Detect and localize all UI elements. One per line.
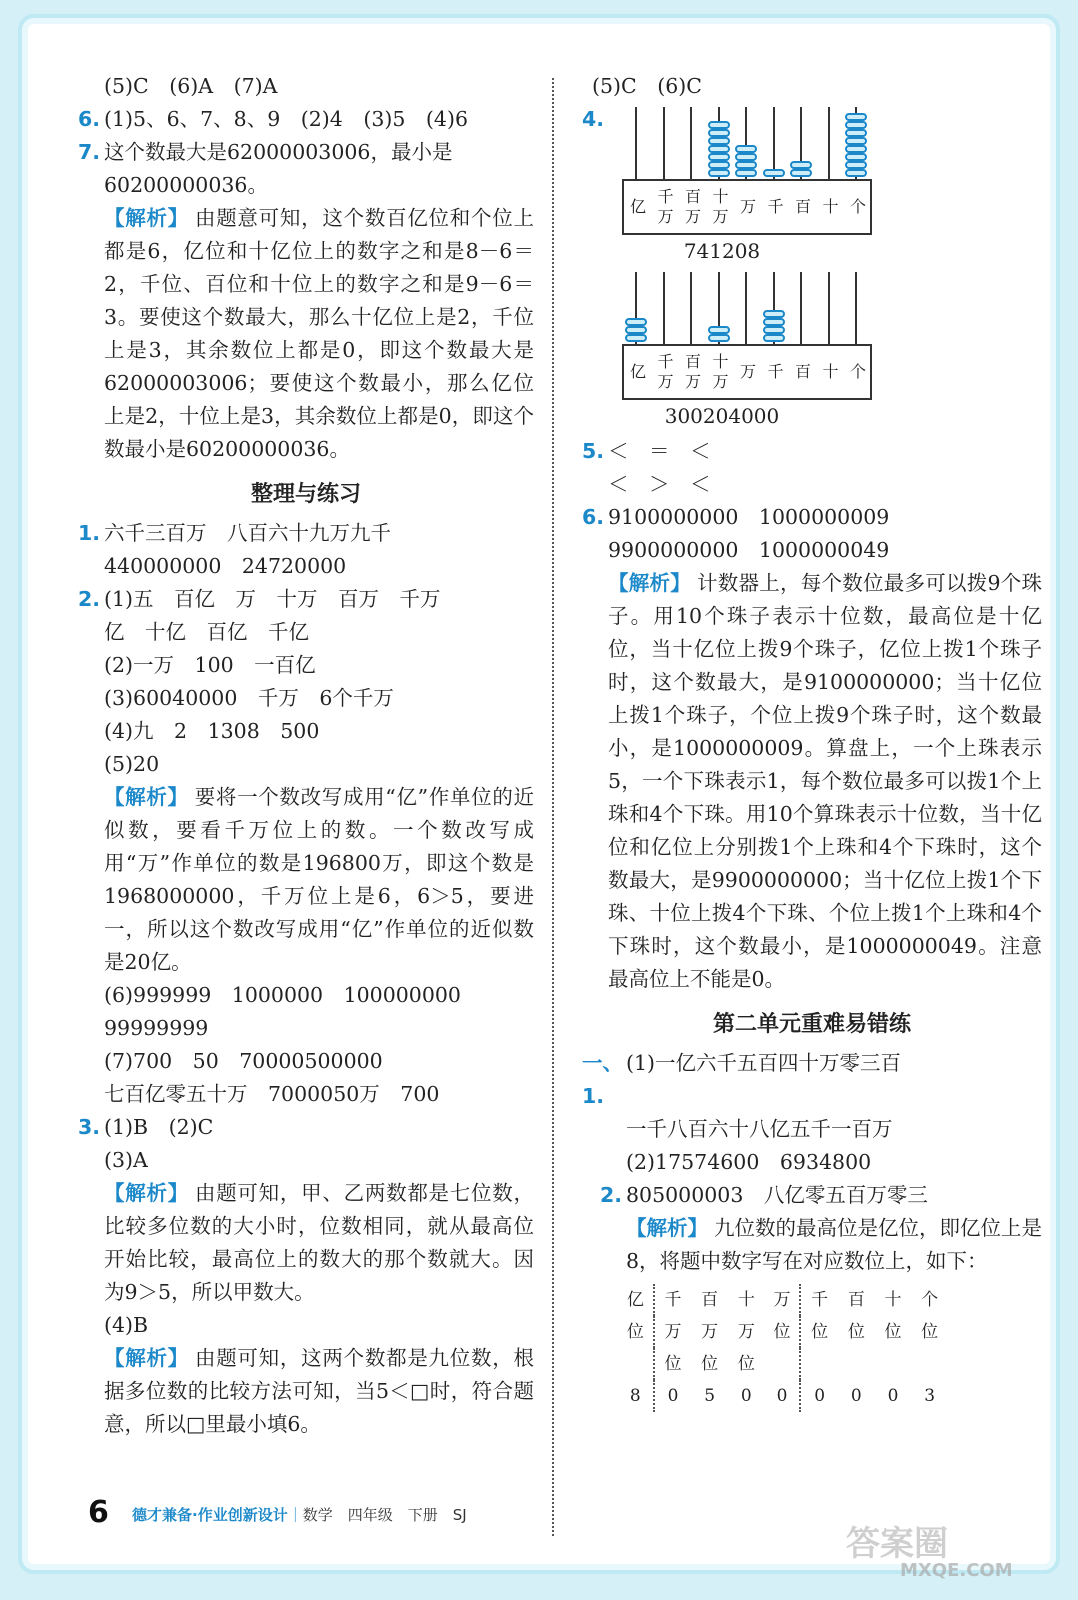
column-divider: [552, 78, 554, 1536]
footer-brand: 德才兼备·作业创新设计: [132, 1506, 288, 1524]
page-number: 6: [88, 1495, 109, 1530]
abacus-place-label: 千: [767, 197, 784, 216]
place-value-cell: 0: [850, 1386, 862, 1406]
answer-text: (3)60040000 千万 6个千万: [104, 686, 394, 710]
watermark-logo: 答案圈: [846, 1524, 948, 1564]
abacus-place-label: 百 万: [684, 187, 701, 226]
answer-text: (6)999999 1000000 100000000: [104, 983, 461, 1007]
abacus-bead: [763, 318, 785, 326]
answer-text: (2)17574600 6934800: [626, 1150, 872, 1174]
abacus-rod: [663, 107, 665, 179]
abacus-rod: [745, 272, 747, 344]
abacus-2: [622, 272, 872, 391]
abacus-bead: [708, 129, 730, 137]
place-value-cell: 亿: [618, 1284, 655, 1316]
abacus-frame: [622, 179, 872, 235]
question-2: [582, 1179, 1042, 1212]
abacus-bead: [763, 310, 785, 318]
place-value-cell: 百: [847, 1290, 865, 1310]
explanation-text: 由题意可知，这个数百亿位和个位上都是6，亿位和十亿位上的数字之和是8－6＝2，千位、百位和十位上的数字之和是9－6＝3。要使这个数最大，那么十亿位上是2，千位上是3，其余数位上都是0，即这个数最大是62000003006；要使这个数最小，那么亿位上是2，十位上是3，其余数位上都是0，即这个数最小是60200000036。: [104, 206, 535, 461]
abacus-bead: [625, 334, 647, 342]
explanation-text: 由题可知，这两个数都是九位数，根据多位数的比较方法可知，当5＜□时，符合题意，所以□里最小填6。: [104, 1346, 535, 1436]
explanation-tag: 【解析】: [104, 785, 189, 809]
answer-text: 440000000 24720000: [104, 554, 347, 578]
explanation-text: 九位数的最高位是亿位，即亿位上是8，将题中数字写在对应数位上，如下：: [626, 1216, 1042, 1273]
abacus-bead: [735, 161, 757, 169]
abacus-bead: [790, 161, 812, 169]
abacus-rod: [690, 272, 692, 344]
abacus-frame: [622, 344, 872, 400]
question-number: 5.: [582, 439, 605, 463]
abacus-bead: [708, 153, 730, 161]
answer-text: (7)700 50 70000500000: [104, 1049, 383, 1073]
abacus-bead: [845, 121, 867, 129]
abacus-bead: [845, 169, 867, 177]
explanation-text: 要将一个数改写成用“亿”作单位的近似数，要看千万位上的数。一个数改写成用“万”作单位的数是196800万，即这个数是1968000000，千万位上是6，6＞5，要进一，所以这个数改写成用“亿”作单位的近似数是20亿。: [104, 785, 535, 974]
abacus-bead: [845, 137, 867, 145]
answer-line: (5)C (6)A (7)A: [104, 74, 278, 98]
abacus-bead: [735, 153, 757, 161]
place-value-cell: 0: [887, 1386, 899, 1406]
question-6: [582, 501, 1042, 534]
abacus-bead: [845, 161, 867, 169]
watermark-url: MXQE.COM: [900, 1560, 1013, 1581]
abacus-place-label: 十: [822, 197, 839, 216]
answer-text: 六千三百万 八百六十九万九千: [104, 521, 391, 545]
question-1: [78, 517, 534, 550]
left-column: [78, 70, 534, 1441]
answer-text: 60200000036。: [104, 173, 268, 197]
abacus-place-label: 万: [739, 362, 756, 381]
abacus-place-label: 个: [849, 197, 866, 216]
abacus-1-value: 741208: [683, 239, 761, 263]
abacus-place-label: 百: [794, 197, 811, 216]
abacus-rod: [800, 272, 802, 344]
answer-text: (1)一亿六千五百四十万零三百: [626, 1051, 902, 1075]
answer-text: ＜ ＝ ＜: [608, 439, 711, 463]
place-value-cell: 十: [737, 1290, 755, 1310]
abacus-place-label: 亿: [629, 362, 646, 381]
place-value-cell: 8: [618, 1380, 655, 1412]
abacus-rod: [635, 107, 637, 179]
place-value-cell: [838, 1348, 875, 1380]
answer-text: 亿 十亿 百亿 千亿: [104, 620, 309, 644]
answer-text: (5)20: [104, 752, 160, 776]
abacus-bead: [845, 113, 867, 121]
answer-line: (5)C (6)C: [592, 74, 702, 98]
explanation-tag: 【解析】: [104, 206, 189, 230]
question-7: [78, 136, 534, 169]
place-value-cell: 万: [701, 1322, 719, 1342]
footer-text: 德才兼备·作业创新设计｜数学 四年级 下册 SJ: [132, 1506, 467, 1524]
abacus-place-label: 万: [739, 197, 756, 216]
abacus-bead: [625, 326, 647, 334]
abacus-rod: [663, 272, 665, 344]
place-value-cell: 千: [664, 1290, 682, 1310]
place-value-cell: 3: [924, 1386, 936, 1406]
question-5: [582, 435, 1042, 468]
abacus-bead: [790, 169, 812, 177]
place-value-cell: 位: [664, 1354, 682, 1374]
place-value-cell: 0: [814, 1386, 826, 1406]
question-number: 4.: [582, 107, 605, 131]
place-value-cell: 位: [737, 1354, 755, 1374]
question-3: [78, 1111, 534, 1144]
abacus-place-label: 亿: [629, 197, 646, 216]
abacus-bead: [708, 145, 730, 153]
abacus-bead: [708, 161, 730, 169]
answer-text: 805000003 八亿零五百万零三: [626, 1183, 928, 1207]
place-value-cell: [911, 1348, 948, 1380]
abacus-bead: [845, 145, 867, 153]
answer-text: 一千八百六十八亿五千一百万: [626, 1117, 893, 1141]
abacus-place-label: 百 万: [684, 352, 701, 391]
abacus-place-label: 十 万: [712, 187, 729, 226]
place-value-cell: [801, 1348, 838, 1380]
answer-text: (1)B (2)C: [104, 1115, 214, 1139]
place-value-cell: 万: [765, 1284, 802, 1316]
explanation-tag: 【解析】: [626, 1216, 708, 1240]
explanation-tag: 【解析】: [104, 1181, 189, 1205]
place-value-cell: 0: [765, 1380, 802, 1412]
place-value-cell: 位: [811, 1322, 829, 1342]
explanation: [78, 781, 534, 979]
abacus-bead: [735, 169, 757, 177]
abacus-rod: [828, 272, 830, 344]
question-6: [78, 103, 534, 136]
abacus-place-label: 百: [794, 362, 811, 381]
question-number: 一、1.: [582, 1051, 623, 1108]
answer-text: (3)A: [104, 1148, 148, 1172]
explanation-text: 由题可知，甲、乙两数都是七位数，比较多位数的大小时，位数相同，就从最高位开始比较，最高位上的数大的那个数就大。因为9＞5，所以甲数大。: [104, 1181, 535, 1304]
explanation: [582, 567, 1042, 996]
abacus-place-label: 个: [849, 362, 866, 381]
abacus-bead: [845, 129, 867, 137]
section-title: 第二单元重难易错练: [712, 1012, 911, 1037]
place-value-cell: 位: [765, 1316, 802, 1348]
place-value-cell: [618, 1348, 655, 1380]
place-value-cell: 位: [701, 1354, 719, 1374]
place-value-cell: [765, 1348, 802, 1380]
question-number: 6.: [582, 505, 605, 529]
answer-text: ＜ ＞ ＜: [608, 472, 711, 496]
place-value-cell: 位: [921, 1322, 939, 1342]
question-number: 1.: [78, 521, 101, 545]
abacus-2-row: [582, 268, 1042, 391]
answer-text: 七百亿零五十万 7000050万 700: [104, 1082, 440, 1106]
abacus-bead: [708, 121, 730, 129]
right-column: [582, 70, 1042, 1412]
answer-text: 这个数最大是62000003006，最小是: [104, 140, 453, 164]
question-4: [582, 103, 1042, 226]
place-value-table: [618, 1284, 948, 1412]
answer-text: (1)5、6、7、8、9 (2)4 (3)5 (4)6: [104, 107, 468, 131]
abacus-rod: [690, 107, 692, 179]
place-value-cell: 0: [740, 1386, 752, 1406]
abacus-place-label: 十: [822, 362, 839, 381]
answer-text: 99999999: [104, 1016, 209, 1040]
question-number: 3.: [78, 1115, 101, 1139]
question-1: [582, 1047, 1042, 1113]
abacus-bead: [735, 145, 757, 153]
abacus-place-label: 千 万: [657, 352, 674, 391]
answer-text: (4)B: [104, 1313, 149, 1337]
abacus-bead: [763, 169, 785, 177]
answer-text: 9100000000 1000000009: [608, 505, 890, 529]
place-value-cell: 位: [618, 1316, 655, 1348]
section-title: 整理与练习: [250, 482, 361, 507]
abacus-bead: [763, 326, 785, 334]
place-value-cell: 万: [737, 1322, 755, 1342]
place-value-cell: 位: [847, 1322, 865, 1342]
abacus-1: [622, 107, 872, 226]
abacus-rod: [828, 107, 830, 179]
abacus-rod: [855, 272, 857, 344]
question-number: 2.: [600, 1183, 623, 1207]
abacus-bead: [708, 169, 730, 177]
question-number: 7.: [78, 140, 101, 164]
abacus-bead: [708, 137, 730, 145]
abacus-bead: [708, 326, 730, 334]
explanation-text: 计数器上，每个数位最多可以拨9个珠子。用10个珠子表示十位数，最高位是十亿位，当十亿位上拨9个珠子，亿位上拨1个珠子时，这个数最大，是9100000000；当十亿位上拨1个珠子，个位上拨9个珠子时，这个数最小，是1000000009。算盘上，一个上珠表示5，一个下珠表示1，每个数位最多可以拨1个上珠和4个下珠。用10个算珠表示十位数，当十亿位和亿位上分别拨1个上珠和4个下珠时，这个数最大，是9900000000；当十亿位上拨1个下珠、十位上拨4个下珠、个位上拨1个上珠和4个下珠时，这个数最小，是1000000049。注意最高位上不能是0。: [608, 571, 1043, 991]
place-value-cell: [875, 1348, 912, 1380]
abacus-bead: [625, 318, 647, 326]
place-value-cell: 5: [704, 1386, 716, 1406]
place-value-cell: 0: [667, 1386, 679, 1406]
explanation-tag: 【解析】: [104, 1346, 189, 1370]
place-value-cell: 十: [884, 1290, 902, 1310]
explanation-tag: 【解析】: [608, 571, 691, 595]
explanation: [78, 1342, 534, 1441]
answer-text: 9900000000 1000000049: [608, 538, 890, 562]
place-value-cell: 千: [811, 1290, 829, 1310]
answer-text: (1)五 百亿 万 十万 百万 千万: [104, 587, 441, 611]
abacus-2-value: 300204000: [664, 404, 780, 428]
question-2: [78, 583, 534, 616]
answer-text: (4)九 2 1308 500: [104, 719, 320, 743]
abacus-place-label: 千: [767, 362, 784, 381]
question-number: 6.: [78, 107, 101, 131]
abacus-bead: [708, 334, 730, 342]
abacus-place-label: 千 万: [657, 187, 674, 226]
answer-text: (2)一万 100 一百亿: [104, 653, 316, 677]
abacus-place-label: 十 万: [712, 352, 729, 391]
abacus-bead: [845, 153, 867, 161]
place-value-cell: 百: [701, 1290, 719, 1310]
place-value-cell: 位: [884, 1322, 902, 1342]
explanation: [78, 1177, 534, 1309]
place-value-cell: 万: [664, 1322, 682, 1342]
footer-meta: 数学 四年级 下册 SJ: [302, 1506, 467, 1524]
explanation: [78, 202, 534, 466]
place-value-cell: 个: [921, 1290, 939, 1310]
abacus-bead: [763, 334, 785, 342]
question-number: 2.: [78, 587, 101, 611]
explanation: [582, 1212, 1042, 1278]
